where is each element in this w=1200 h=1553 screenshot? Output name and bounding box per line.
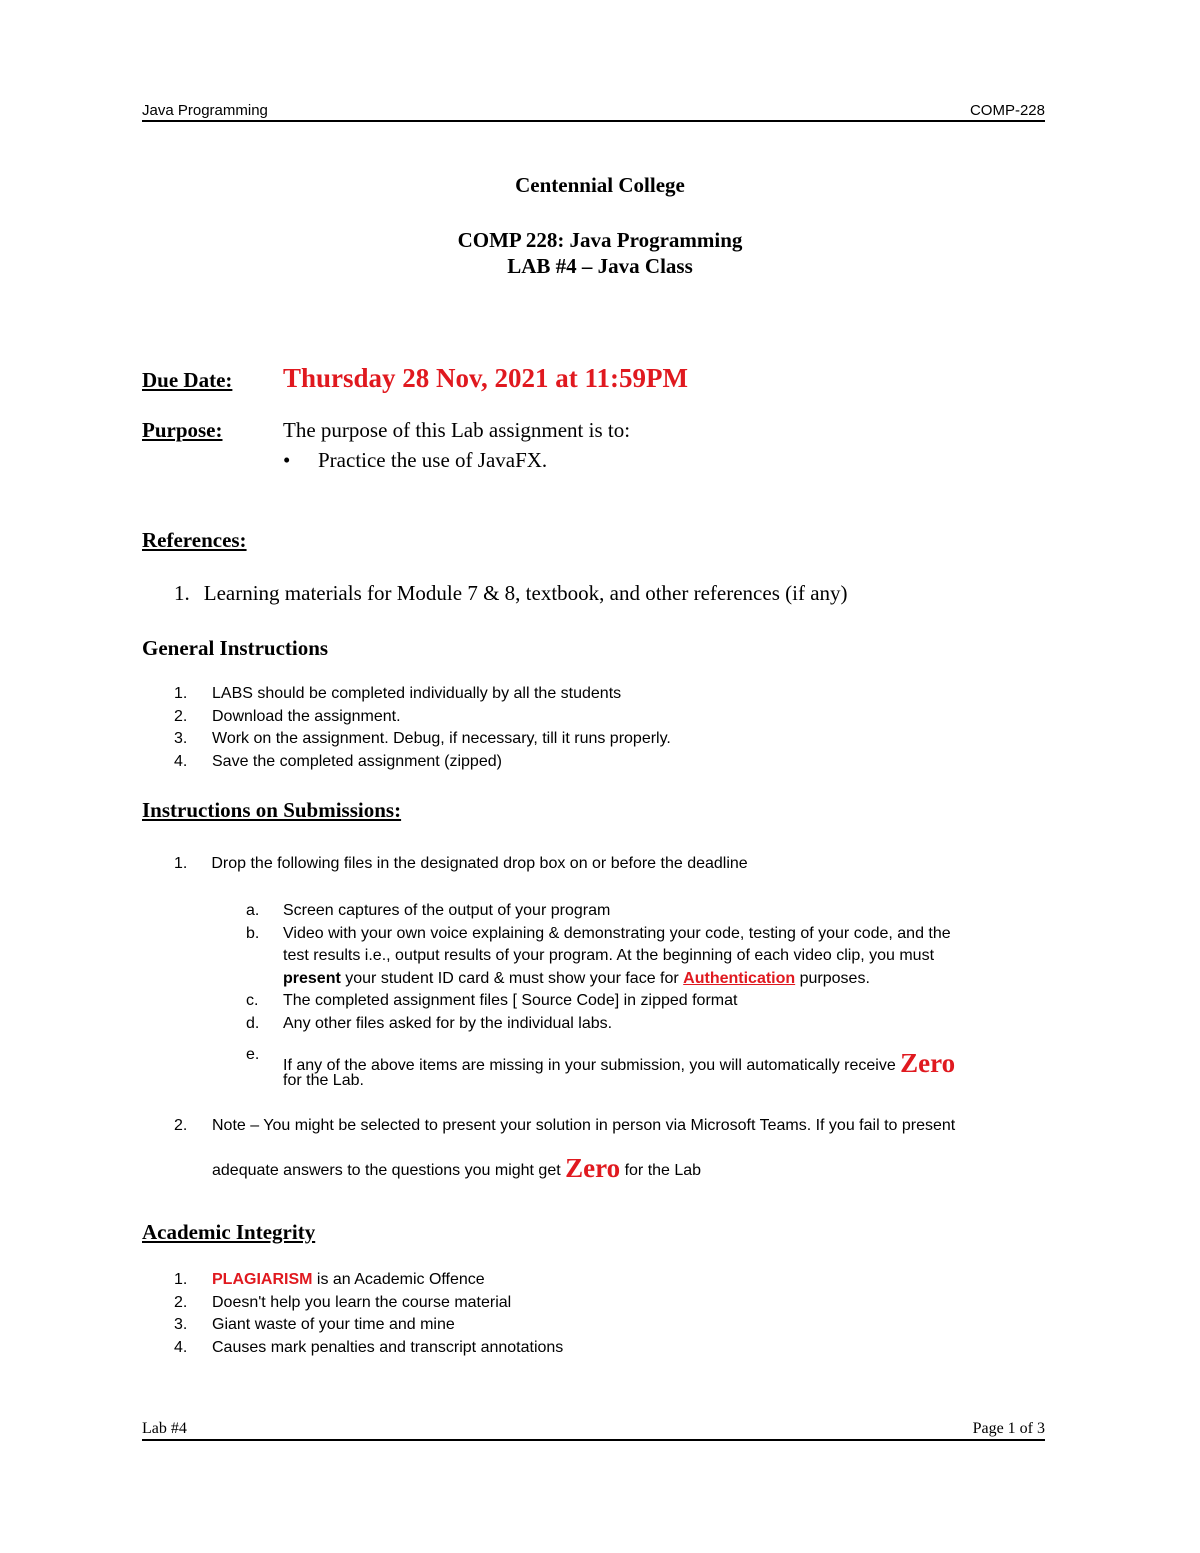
- purpose-bullet-text: Practice the use of JavaFX.: [318, 448, 548, 472]
- references-heading: References:: [142, 528, 247, 552]
- due-date-label: Due Date:: [142, 368, 233, 392]
- college-title: Centennial College: [515, 173, 685, 197]
- submission-item-1: 1. Drop the following files in the designated drop box on or before the deadline: [174, 855, 748, 872]
- header-course-code: COMP-228: [969, 102, 1045, 119]
- present-emphasis: present: [283, 969, 341, 987]
- academic-integrity-heading: Academic Integrity: [142, 1220, 316, 1244]
- running-footer: [142, 1413, 1045, 1441]
- due-date-value: Thursday 28 Nov, 2021 at 11:59PM: [283, 363, 689, 393]
- footer-lab-number: Lab #4: [142, 1420, 187, 1437]
- authentication-emphasis: Authentication: [683, 969, 796, 987]
- course-title: COMP 228: Java Programming: [457, 228, 743, 252]
- submissions-heading: Instructions on Submissions:: [142, 798, 402, 822]
- footer-page-number: Page 1 of 3: [972, 1420, 1045, 1437]
- plagiarism-emphasis: PLAGIARISM: [212, 1271, 313, 1288]
- lab-title: LAB #4 – Java Class: [507, 254, 693, 278]
- zero-emphasis: Zero: [900, 1048, 956, 1078]
- purpose-text: The purpose of this Lab assignment is to:: [283, 418, 631, 442]
- running-header: [142, 94, 1045, 122]
- bullet-icon: •: [283, 448, 291, 472]
- purpose-bullet: [283, 448, 547, 473]
- zero-emphasis: Zero: [565, 1153, 621, 1183]
- reference-item-text: Learning materials for Module 7 & 8, textbook, and other references (if any): [203, 581, 848, 605]
- reference-item: [174, 581, 848, 606]
- purpose-label: Purpose:: [142, 418, 223, 442]
- general-instructions-heading: General Instructions: [142, 636, 329, 660]
- reference-item-number: 1.: [174, 581, 190, 605]
- header-course-name: Java Programming: [142, 102, 268, 119]
